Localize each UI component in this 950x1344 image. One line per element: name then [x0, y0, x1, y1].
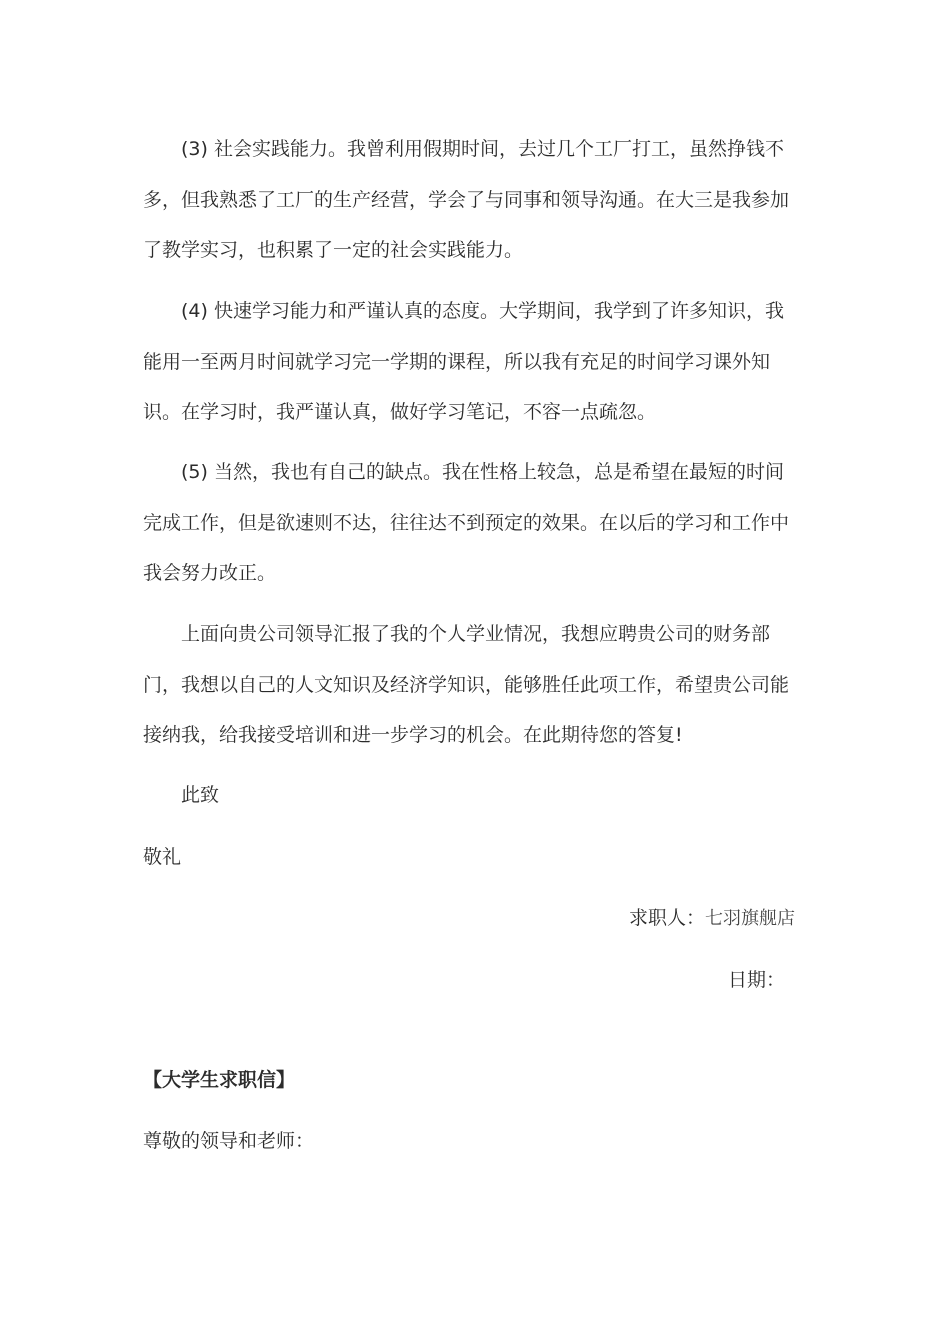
- paragraph-shortcomings: (5) 当然，我也有自己的缺点。我在性格上较急，总是希望在最短的时间完成工作，但是欲速则不达，往往达不到预定的效果。在以后的学习和工作中我会努力改正。: [143, 461, 790, 584]
- closing-cizhi: 此致: [181, 784, 220, 806]
- paragraph-social-practice: (3) 社会实践能力。我曾利用假期时间，去过几个工厂打工，虽然挣钱不多，但我熟悉了工厂的生产经营，学会了与同事和领导沟通。在大三是我参加了教学实习，也积累了一定的社会实践能力。: [143, 138, 790, 261]
- next-letter-salutation: 尊敬的领导和老师：: [143, 1130, 315, 1152]
- signature-line: [629, 903, 795, 934]
- date-label: 日期：: [727, 969, 785, 991]
- signature-name: 七羽旗舰店: [705, 908, 795, 929]
- closing-jingli: 敬礼: [143, 846, 182, 868]
- next-letter-title: 【大学生求职信】: [143, 1069, 296, 1091]
- signature-label: 求职人：: [628, 907, 705, 929]
- paragraph-learning-ability: (4) 快速学习能力和严谨认真的态度。大学期间，我学到了许多知识，我能用一至两月时间就学习完一学期的课程，所以我有充足的时间学习课外知识。在学习时，我严谨认真，做好学习笔记，不容一点疏忽。: [143, 300, 784, 423]
- paragraph-application-summary: 上面向贵公司领导汇报了我的个人学业情况，我想应聘贵公司的财务部门，我想以自己的人文知识及经济学知识，能够胜任此项工作，希望贵公司能接纳我，给我接受培训和进一步学习的机会。在此期待您的答复!: [143, 623, 790, 746]
